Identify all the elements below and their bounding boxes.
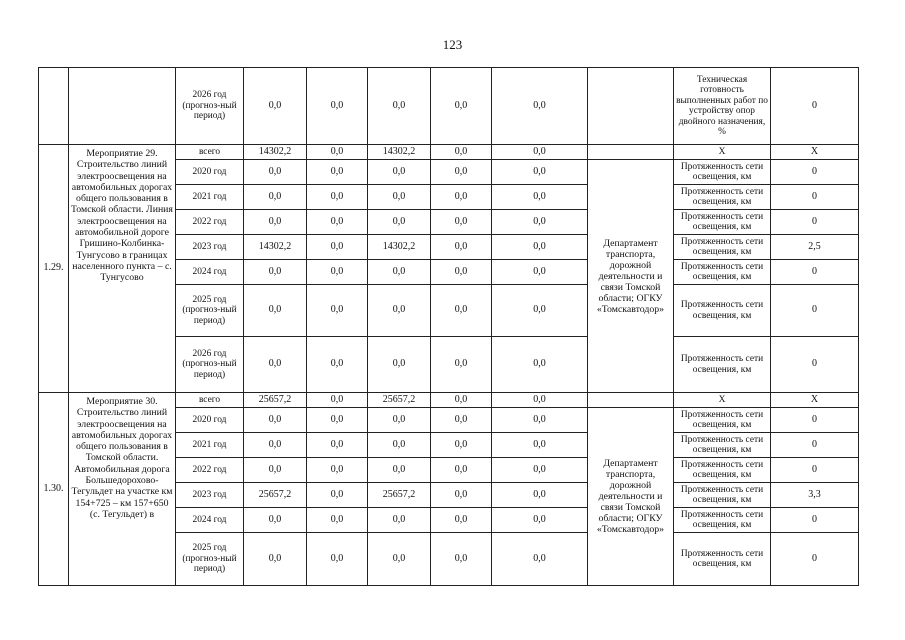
value-cell: 0,0 [368, 408, 431, 433]
value-cell: 0,0 [431, 210, 492, 235]
value-cell: 0,0 [244, 260, 307, 285]
responsible-cell [588, 68, 674, 145]
period-cell: 2022 год [176, 458, 244, 483]
value-cell: 0,0 [492, 508, 588, 533]
value-cell: 0,0 [244, 433, 307, 458]
value-cell: 0,0 [431, 337, 492, 393]
value-cell: 0,0 [431, 533, 492, 586]
indicator-cell: Протяженность сети освещения, км [674, 533, 771, 586]
target-cell: 0 [771, 185, 859, 210]
period-cell: 2023 год [176, 483, 244, 508]
measure-number: 1.29. [39, 145, 69, 393]
indicator-cell: Протяженность сети освещения, км [674, 210, 771, 235]
indicator-cell: Протяженность сети освещения, км [674, 235, 771, 260]
indicator-cell: Протяженность сети освещения, км [674, 508, 771, 533]
value-cell: 0,0 [431, 393, 492, 408]
period-cell: 2024 год [176, 260, 244, 285]
indicator-cell: Протяженность сети освещения, км [674, 337, 771, 393]
indicator-cell: Протяженность сети освещения, км [674, 160, 771, 185]
responsible-cell-empty [588, 393, 674, 408]
period-cell: 2022 год [176, 210, 244, 235]
target-cell: 0 [771, 285, 859, 337]
period-cell: 2021 год [176, 185, 244, 210]
value-cell: 0,0 [244, 185, 307, 210]
value-cell: 25657,2 [244, 393, 307, 408]
target-cell: 0 [771, 458, 859, 483]
table-body [39, 68, 859, 586]
value-cell: 0,0 [431, 408, 492, 433]
value-cell: 0,0 [244, 68, 307, 145]
value-cell: 0,0 [244, 408, 307, 433]
value-cell: 0,0 [368, 508, 431, 533]
value-cell: 0,0 [307, 68, 368, 145]
value-cell: 0,0 [431, 433, 492, 458]
period-cell: 2021 год [176, 433, 244, 458]
value-cell: 0,0 [431, 185, 492, 210]
value-cell: 0,0 [431, 483, 492, 508]
value-cell: 0,0 [368, 433, 431, 458]
value-cell: 0,0 [431, 235, 492, 260]
measure-name: Мероприятие 30. Строительство линий электроосвещения на автомобильных дорогах общего пользования в Томской области. Автомобильная дорога Большедорохово-Тегульдет на участке км 154+725 – км 157+650 (с. Тегульдет) в [69, 393, 176, 586]
value-cell: 0,0 [492, 533, 588, 586]
value-cell: 25657,2 [368, 483, 431, 508]
value-cell: 0,0 [368, 533, 431, 586]
value-cell: 0,0 [492, 337, 588, 393]
value-cell: 0,0 [368, 260, 431, 285]
value-cell: 0,0 [368, 458, 431, 483]
indicator-cell: Техническая готовность выполненных работ по устройству опор двойного назначения, % [674, 68, 771, 145]
value-cell: 0,0 [244, 210, 307, 235]
responsible-cell: Департамент транспорта, дорожной деятельности и связи Томской области; ОГКУ «Томскавтодор» [588, 408, 674, 586]
period-cell: 2020 год [176, 160, 244, 185]
indicator-cell: Протяженность сети освещения, км [674, 185, 771, 210]
name-cell [69, 68, 176, 145]
period-cell: 2025 год (прогноз-ный период) [176, 285, 244, 337]
value-cell: 0,0 [368, 210, 431, 235]
value-cell: 0,0 [307, 285, 368, 337]
page-number: 123 [442, 37, 463, 52]
value-cell: 0,0 [431, 145, 492, 160]
target-cell: 0 [771, 408, 859, 433]
value-cell: 0,0 [244, 160, 307, 185]
target-cell: 0 [771, 337, 859, 393]
value-cell: 0,0 [307, 533, 368, 586]
period-cell: всего [176, 145, 244, 160]
value-cell: 0,0 [431, 508, 492, 533]
value-cell: 0,0 [307, 483, 368, 508]
period-cell: всего [176, 393, 244, 408]
num-cell [39, 68, 69, 145]
value-cell: 14302,2 [244, 235, 307, 260]
value-cell: 0,0 [492, 260, 588, 285]
value-cell: 14302,2 [368, 235, 431, 260]
target-cell: 0 [771, 68, 859, 145]
value-cell: 14302,2 [368, 145, 431, 160]
period-cell: 2023 год [176, 235, 244, 260]
period-cell: 2024 год [176, 508, 244, 533]
value-cell: 0,0 [307, 337, 368, 393]
table-row [39, 68, 859, 145]
value-cell: 0,0 [368, 185, 431, 210]
value-cell: 0,0 [492, 433, 588, 458]
period-cell: 2026 год (прогноз-ный период) [176, 68, 244, 145]
period-cell: 2020 год [176, 408, 244, 433]
value-cell: 0,0 [431, 285, 492, 337]
value-cell: 25657,2 [244, 483, 307, 508]
target-cell: 0 [771, 160, 859, 185]
value-cell: 0,0 [307, 458, 368, 483]
indicator-cell: Протяженность сети освещения, км [674, 408, 771, 433]
value-cell: 0,0 [244, 337, 307, 393]
measure-name: Мероприятие 29. Строительство линий электроосвещения на автомобильных дорогах общего пользования в Томской области. Линия электроосвещения на автомобильной дороге Гришино-Колбинка-Тунгусово в границах населенного пункта – с. Тунгусово [69, 145, 176, 393]
target-cell: 0 [771, 533, 859, 586]
indicator-cell: Протяженность сети освещения, км [674, 260, 771, 285]
period-cell: 2026 год (прогноз-ный период) [176, 337, 244, 393]
responsible-cell-empty [588, 145, 674, 160]
value-cell: 0,0 [492, 210, 588, 235]
value-cell: 14302,2 [244, 145, 307, 160]
value-cell: 0,0 [244, 458, 307, 483]
value-cell: 0,0 [431, 458, 492, 483]
value-cell: 0,0 [492, 408, 588, 433]
value-cell: 0,0 [368, 285, 431, 337]
target-cell: 0 [771, 210, 859, 235]
target-cell: 0 [771, 260, 859, 285]
target-cell: 3,3 [771, 483, 859, 508]
value-cell: 0,0 [307, 508, 368, 533]
value-cell: 0,0 [307, 185, 368, 210]
value-cell: 0,0 [431, 160, 492, 185]
value-cell: 0,0 [431, 260, 492, 285]
indicator-cell: Х [674, 393, 771, 408]
table-row [39, 393, 859, 408]
target-cell: Х [771, 393, 859, 408]
target-cell: 0 [771, 508, 859, 533]
value-cell: 0,0 [492, 458, 588, 483]
value-cell: 0,0 [492, 285, 588, 337]
value-cell: 0,0 [307, 393, 368, 408]
value-cell: 0,0 [492, 145, 588, 160]
value-cell: 0,0 [492, 160, 588, 185]
measure-number: 1.30. [39, 393, 69, 586]
value-cell: 0,0 [307, 235, 368, 260]
value-cell: 0,0 [307, 408, 368, 433]
value-cell: 0,0 [244, 533, 307, 586]
table-row [39, 145, 859, 160]
value-cell: 0,0 [492, 68, 588, 145]
value-cell: 0,0 [492, 185, 588, 210]
value-cell: 0,0 [307, 433, 368, 458]
period-cell: 2025 год (прогноз-ный период) [176, 533, 244, 586]
indicator-cell: Протяженность сети освещения, км [674, 458, 771, 483]
value-cell: 0,0 [368, 160, 431, 185]
program-table [38, 67, 859, 586]
value-cell: 25657,2 [368, 393, 431, 408]
value-cell: 0,0 [307, 260, 368, 285]
target-cell: 0 [771, 433, 859, 458]
value-cell: 0,0 [431, 68, 492, 145]
indicator-cell: Протяженность сети освещения, км [674, 483, 771, 508]
value-cell: 0,0 [368, 68, 431, 145]
value-cell: 0,0 [368, 337, 431, 393]
responsible-cell: Департамент транспорта, дорожной деятельности и связи Томской области; ОГКУ «Томскавтодор» [588, 160, 674, 393]
value-cell: 0,0 [492, 393, 588, 408]
value-cell: 0,0 [492, 483, 588, 508]
target-cell: Х [771, 145, 859, 160]
indicator-cell: Протяженность сети освещения, км [674, 285, 771, 337]
indicator-cell: Х [674, 145, 771, 160]
value-cell: 0,0 [492, 235, 588, 260]
value-cell: 0,0 [307, 210, 368, 235]
target-cell: 2,5 [771, 235, 859, 260]
value-cell: 0,0 [307, 160, 368, 185]
value-cell: 0,0 [307, 145, 368, 160]
indicator-cell: Протяженность сети освещения, км [674, 433, 771, 458]
value-cell: 0,0 [244, 508, 307, 533]
value-cell: 0,0 [244, 285, 307, 337]
